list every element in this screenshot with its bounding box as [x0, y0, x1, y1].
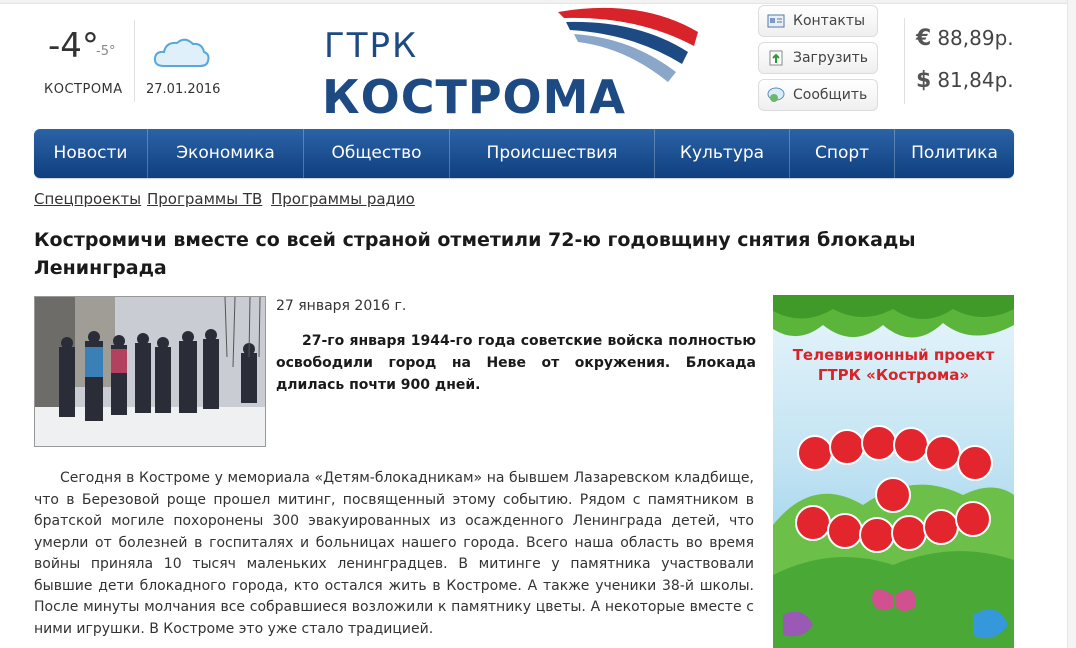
- temperature: -4°: [48, 26, 99, 66]
- nav-item-politics[interactable]: Политика: [911, 143, 998, 163]
- main-nav: [34, 129, 1014, 178]
- report-button[interactable]: [758, 79, 878, 111]
- scrollbar[interactable]: [1067, 0, 1076, 648]
- usd-rate: 81,84р.: [937, 68, 1014, 92]
- banner-caption-line1: Телевизионный проект: [792, 346, 995, 364]
- contacts-label: Контакты: [793, 13, 866, 29]
- subnav-special-projects[interactable]: Спецпроекты: [34, 190, 142, 208]
- photo-illustration: [35, 297, 266, 447]
- city-name: КОСТРОМА: [44, 82, 123, 97]
- nav-item-culture[interactable]: Культура: [655, 129, 790, 178]
- divider: [904, 18, 905, 104]
- article-date: 27 января 2016 г.: [276, 298, 407, 314]
- temperature-night: -5°: [96, 44, 116, 59]
- banner-caption: [773, 345, 1014, 385]
- nav-item-incidents[interactable]: Происшествия: [450, 129, 655, 178]
- euro-icon: €: [916, 26, 932, 51]
- banner-title: [773, 425, 1014, 575]
- subnav-tv-programs[interactable]: Программы ТВ: [147, 190, 263, 208]
- divider: [134, 20, 135, 102]
- currency-usd: [916, 68, 1014, 93]
- message-icon: [767, 87, 785, 103]
- logo-text-kostroma[interactable]: КОСТРОМА: [322, 70, 627, 124]
- currency-eur: [916, 26, 1014, 51]
- nav-item-economy[interactable]: Экономика: [148, 129, 304, 178]
- contacts-button[interactable]: [758, 5, 878, 37]
- upload-label: Загрузить: [793, 50, 869, 66]
- article-title: Костромичи вместе со всей страной отметили 72-ю годовщину снятия блокады Ленинграда: [34, 229, 916, 279]
- subnav-radio-programs[interactable]: Программы радио: [271, 190, 415, 208]
- logo-text-gtrk[interactable]: ГТРК: [324, 26, 419, 66]
- article-photo[interactable]: [34, 296, 266, 447]
- upload-icon: [767, 50, 785, 66]
- eur-rate: 88,89р.: [937, 26, 1014, 50]
- nav-item-sport[interactable]: Спорт: [790, 129, 895, 178]
- dollar-icon: $: [916, 68, 932, 93]
- current-date: 27.01.2016: [146, 82, 221, 97]
- nav-item-news[interactable]: Новости: [34, 129, 148, 178]
- report-label: Сообщить: [793, 87, 868, 103]
- cloud-icon: [152, 36, 210, 70]
- upload-button[interactable]: [758, 42, 878, 74]
- nav-item-society[interactable]: Общество: [304, 129, 450, 178]
- banner-caption-line2: ГТРК «Кострома»: [817, 366, 970, 384]
- article-lead: 27-го января 1944-го года советские войска полностью освободили город на Неве от окружения. Блокада длилась почти 900 дней.: [276, 333, 756, 393]
- article-body: Сегодня в Костроме у мемориала «Детям-блокадникам» на бывшем Лазаревском кладбище, что в Березовой роще прошел митинг, посвященный этому событию. Рядом с памятником в братской могиле похоронены 300 эвакуированных из осажденного Ленинграда детей, что умерли от болезней в госпиталях и больницах нашего города. Всего наша область во время войны приняла 10 тысяч маленьких ленинградцев. В митинге у памятника участвовали бывшие дети блокадного города, кто остался жить в Костроме. А также ученики 38-й школы. После минуты молчания все собравшиеся возложили к памятнику цветы. А некоторые вместе с ними игрушки. В Костроме это уже стало традицией.: [34, 470, 754, 637]
- contacts-icon: [767, 13, 785, 29]
